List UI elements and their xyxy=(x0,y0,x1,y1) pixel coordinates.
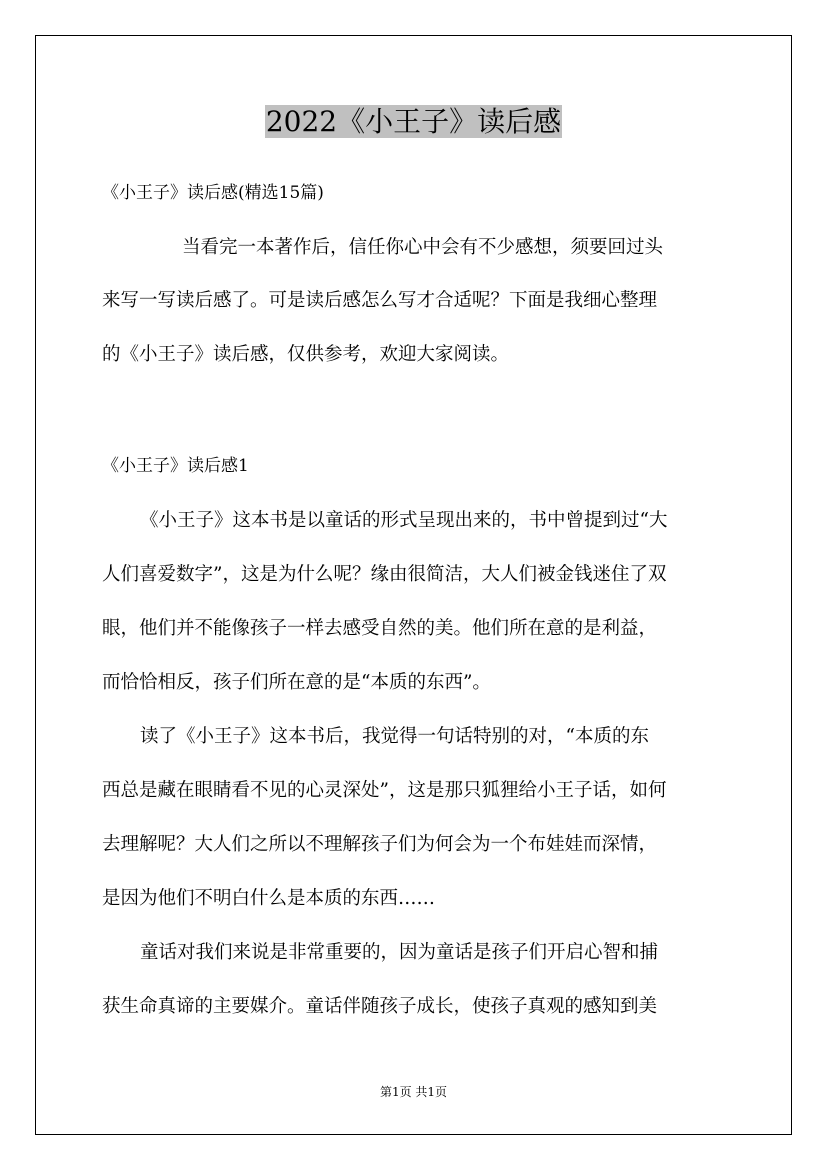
intro-line: 当看完一本著作后，信任你心中会有不少感想，须要回过头 xyxy=(182,237,664,258)
paragraph-line: 人们喜爱数字”，这是为什么呢？缘由很简洁，大人们被金钱迷住了双 xyxy=(102,564,667,585)
paragraph-line: 而恰恰相反，孩子们所在意的是“本质的东西”。 xyxy=(102,672,491,693)
paragraph-line: 西总是藏在眼睛看不见的心灵深处”，这是那只狐狸给小王子话，如何 xyxy=(102,780,667,801)
subtitle: 《小王子》读后感(精选15篇) xyxy=(102,183,324,203)
page-number: 第1页 共1页 xyxy=(379,1085,448,1099)
paragraph-line: 去理解呢？大人们之所以不理解孩子们为何会为一个布娃娃而深情， xyxy=(102,834,658,855)
paragraph-line: 读了《小王子》这本书后，我觉得一句话特别的对，“本质的东 xyxy=(140,726,649,747)
paragraph-line: 童话对我们来说是非常重要的，因为童话是孩子们开启心智和捕 xyxy=(140,942,659,963)
section-heading: 《小王子》读后感1 xyxy=(102,456,249,476)
paragraph-line: 眼，他们并不能像孩子一样去感受自然的美。他们所在意的是利益， xyxy=(102,618,658,639)
intro-line: 的《小王子》读后感，仅供参考，欢迎大家阅读。 xyxy=(102,344,510,365)
document-title xyxy=(0,102,827,142)
paragraph-line: 获生命真谛的主要媒介。童话伴随孩子成长，使孩子真观的感知到美 xyxy=(102,996,658,1017)
intro-line: 来写一写读后感了。可是读后感怎么写才合适呢？下面是我细心整理 xyxy=(102,290,658,311)
title-text: 2022《小王子》读后感 xyxy=(265,105,562,138)
paragraph-line: 是因为他们不明白什么是本质的东西…… xyxy=(102,888,436,909)
paragraph-line: 《小王子》这本书是以童话的形式呈现出来的，书中曾提到过“大 xyxy=(140,510,668,531)
